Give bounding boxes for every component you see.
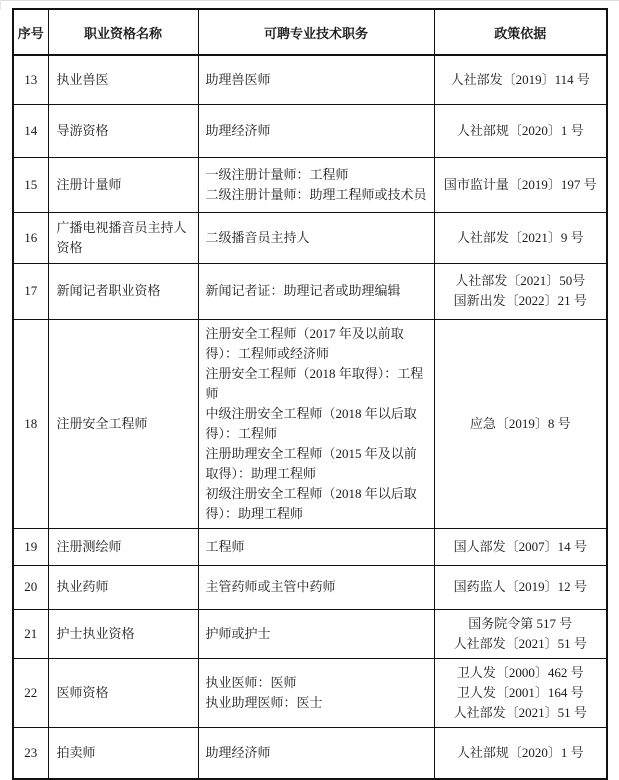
qualification-name-cell — [48, 528, 198, 565]
qualification-name-cell — [48, 565, 198, 609]
technical-positions-cell-line: 初级注册安全工程师（2018 年以后取得）：助理工程师 — [205, 485, 417, 521]
qualification-name-cell — [48, 263, 198, 319]
row-number-cell — [13, 319, 48, 528]
technical-positions-cell-line: 主管药师或主管中药师 — [205, 579, 336, 594]
row-number-cell — [13, 212, 48, 263]
column-header-policy-basis: 政策依据 — [434, 9, 607, 55]
qualification-name-cell-line: 护士执业资格 — [56, 625, 135, 641]
technical-positions-cell — [198, 609, 434, 658]
table-row — [13, 55, 607, 104]
technical-positions-cell-line: 助理兽医师 — [205, 71, 271, 87]
qualification-name-cell-line: 医师资格 — [56, 684, 109, 700]
row-number-cell-line: 18 — [24, 415, 38, 431]
row-number-cell — [13, 528, 48, 565]
row-number-cell — [13, 565, 48, 609]
policy-basis-cell-line: 国药监人〔2019〕12 号 — [453, 579, 587, 594]
page-top-edge — [0, 0, 619, 1]
technical-positions-cell — [198, 212, 434, 263]
policy-basis-cell-line: 国人部发〔2007〕14 号 — [453, 538, 587, 554]
qualification-name-cell — [48, 319, 198, 528]
qualification-name-cell — [48, 727, 198, 779]
qualification-title-mapping-table — [12, 8, 608, 780]
technical-positions-cell — [198, 104, 434, 157]
technical-positions-cell-line: 二级播音员主持人 — [205, 229, 310, 245]
policy-basis-cell-line: 人社部发〔2021〕51 号 — [453, 704, 587, 720]
policy-basis-cell-line: 人社部发〔2021〕50号 — [455, 273, 586, 288]
technical-positions-cell-line: 二级注册计量师：助理工程师或技术员 — [205, 186, 427, 202]
policy-basis-cell-line: 卫人发〔2000〕462 号 — [456, 664, 584, 680]
technical-positions-cell-line: 新闻记者证：助理记者或助理编辑 — [205, 283, 401, 298]
technical-positions-cell-line: 一级注册计量师：工程师 — [205, 166, 349, 182]
policy-basis-cell-line: 人社部规〔2020〕1 号 — [456, 744, 584, 760]
technical-positions-cell — [198, 727, 434, 779]
row-number-cell-line: 17 — [24, 283, 38, 298]
row-number-cell-line: 14 — [24, 122, 38, 138]
row-number-cell-line: 13 — [24, 71, 38, 87]
qualification-name-cell-line: 拍卖师 — [56, 744, 96, 760]
row-number-cell-line: 20 — [24, 579, 38, 594]
page-left-edge — [0, 0, 1, 10]
policy-basis-cell-line: 人社部发〔2021〕51 号 — [453, 635, 587, 651]
table-row — [13, 565, 607, 609]
policy-basis-cell-line: 国新出发〔2022〕21 号 — [453, 293, 587, 308]
row-number-cell — [13, 263, 48, 319]
policy-basis-cell — [434, 104, 607, 157]
table-row — [13, 263, 607, 319]
qualification-name-cell-line: 注册安全工程师 — [56, 415, 148, 431]
row-number-cell-line: 22 — [24, 684, 38, 700]
technical-positions-cell-line: 助理经济师 — [205, 122, 271, 138]
table-row — [13, 727, 607, 779]
policy-basis-cell-line: 国市监计量〔2019〕197 号 — [443, 176, 597, 192]
table-row — [13, 212, 607, 263]
row-number-cell — [13, 55, 48, 104]
policy-basis-cell — [434, 565, 607, 609]
technical-positions-cell — [198, 55, 434, 104]
technical-positions-cell-line: 中级注册安全工程师（2018 年以后取得）：工程师 — [205, 405, 417, 441]
table-header-row — [13, 9, 607, 55]
table-row — [13, 319, 607, 528]
table-body — [13, 55, 607, 779]
policy-basis-cell-line: 人社部规〔2020〕1 号 — [456, 122, 584, 138]
qualification-name-cell-line: 广播电视播音员主持人资格 — [56, 219, 187, 255]
row-number-cell — [13, 727, 48, 779]
row-number-cell — [13, 609, 48, 658]
table-row — [13, 157, 607, 212]
row-number-cell-line: 21 — [24, 625, 38, 641]
policy-basis-cell-line: 应急〔2019〕8 号 — [469, 415, 571, 431]
column-header-number: 序号 — [13, 9, 48, 55]
qualification-name-cell-line: 执业药师 — [56, 579, 109, 594]
technical-positions-cell — [198, 263, 434, 319]
technical-positions-cell-line: 执业助理医师：医士 — [205, 694, 323, 710]
row-number-cell-line: 16 — [24, 229, 38, 245]
policy-basis-cell — [434, 319, 607, 528]
qualification-name-cell-line: 注册计量师 — [56, 176, 122, 192]
technical-positions-cell-line: 注册安全工程师（2017 年及以前取得）：工程师或经济师 — [205, 325, 404, 361]
column-header-qualification-name: 职业资格名称 — [48, 9, 198, 55]
qualification-name-cell — [48, 55, 198, 104]
row-number-cell-line: 15 — [24, 176, 38, 192]
technical-positions-cell — [198, 565, 434, 609]
column-header-technical-positions: 可聘专业技术职务 — [198, 9, 434, 55]
row-number-cell — [13, 658, 48, 727]
row-number-cell — [13, 157, 48, 212]
qualification-name-cell — [48, 157, 198, 212]
technical-positions-cell — [198, 319, 434, 528]
technical-positions-cell-line: 执业医师：医师 — [205, 674, 297, 690]
row-number-cell-line: 23 — [24, 744, 38, 760]
policy-basis-cell — [434, 157, 607, 212]
policy-basis-cell — [434, 55, 607, 104]
qualification-name-cell-line: 导游资格 — [56, 122, 109, 138]
policy-basis-cell — [434, 263, 607, 319]
technical-positions-cell — [198, 157, 434, 212]
policy-basis-cell — [434, 528, 607, 565]
technical-positions-cell-line: 注册安全工程师（2018 年取得）：工程师 — [205, 365, 424, 401]
qualification-name-cell — [48, 609, 198, 658]
technical-positions-cell-line: 注册助理安全工程师（2015 年及以前取得）：助理工程师 — [205, 445, 417, 481]
policy-basis-cell-line: 人社部发〔2021〕9 号 — [456, 229, 584, 245]
row-number-cell-line: 19 — [24, 538, 38, 554]
table-row — [13, 528, 607, 565]
row-number-cell — [13, 104, 48, 157]
policy-basis-cell — [434, 727, 607, 779]
policy-basis-cell — [434, 609, 607, 658]
table-row — [13, 658, 607, 727]
policy-basis-cell-line: 人社部发〔2019〕114 号 — [450, 71, 590, 87]
policy-basis-cell-line: 国务院令第 517 号 — [468, 615, 573, 631]
qualification-name-cell — [48, 212, 198, 263]
table-row — [13, 104, 607, 157]
policy-basis-cell — [434, 658, 607, 727]
qualification-name-cell — [48, 658, 198, 727]
qualification-name-cell-line: 新闻记者职业资格 — [56, 283, 161, 298]
table-row — [13, 609, 607, 658]
technical-positions-cell-line: 助理经济师 — [205, 744, 271, 760]
qualification-name-cell — [48, 104, 198, 157]
technical-positions-cell — [198, 658, 434, 727]
technical-positions-cell-line: 护师或护士 — [205, 625, 271, 641]
policy-basis-cell-line: 卫人发〔2001〕164 号 — [456, 684, 584, 700]
technical-positions-cell-line: 工程师 — [205, 538, 245, 554]
technical-positions-cell — [198, 528, 434, 565]
policy-basis-cell — [434, 212, 607, 263]
qualification-name-cell-line: 执业兽医 — [56, 71, 109, 87]
qualification-name-cell-line: 注册测绘师 — [56, 538, 122, 554]
